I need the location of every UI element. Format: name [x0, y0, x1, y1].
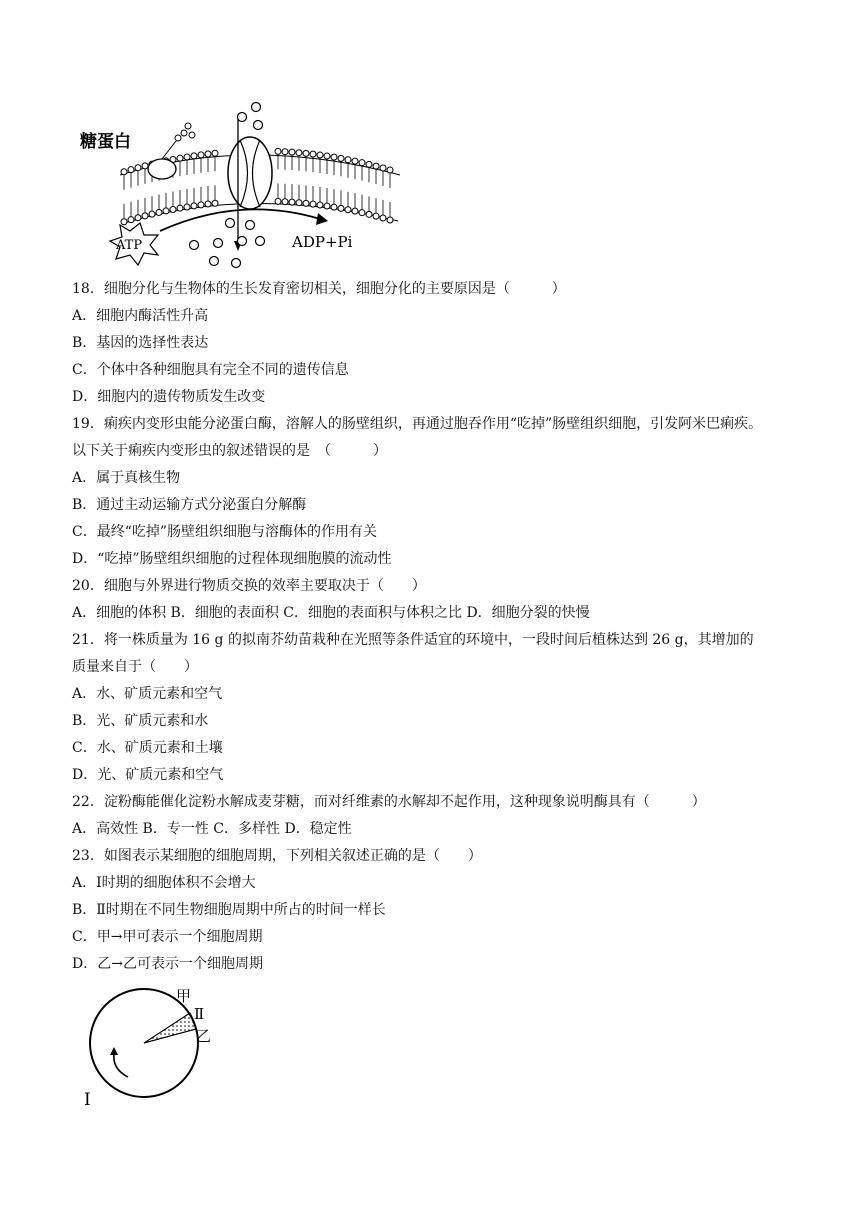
label-phase-2: Ⅱ — [194, 1005, 205, 1023]
answer-option: A．属于真核生物 — [72, 470, 181, 486]
glycoprotein-label: 糖蛋白 — [80, 132, 131, 152]
answer-option: B．Ⅱ时期在不同生物细胞周期中所占的时间一样长 — [72, 902, 386, 918]
answer-option: A．Ⅰ时期的细胞体积不会增大 — [72, 875, 256, 891]
question-stem: 19．痢疾内变形虫能分泌蛋白酶，溶解人的肠壁组织，再通过胞吞作用“吃掉”肠壁组织细胞，引发阿米巴痢疾。 — [72, 416, 763, 432]
answer-option: D．乙→乙可表示一个细胞周期 — [72, 956, 263, 972]
answer-option: D．“吃掉”肠壁组织细胞的过程体现细胞膜的流动性 — [72, 551, 392, 567]
answer-option: A．细胞内酶活性升高 — [72, 308, 209, 324]
label-phase-1: Ⅰ — [84, 1090, 91, 1110]
answer-option: B．基因的选择性表达 — [72, 335, 209, 351]
question-stem: 21．将一株质量为 16 g 的拟南芥幼苗栽种在光照等条件适宜的环境中，一段时间后植株达到 26 g，其增加的 — [72, 632, 754, 648]
adp-pi-label: ADP+Pi — [292, 233, 353, 251]
atp-label: ATP — [116, 238, 143, 253]
answer-option: C．个体中各种细胞具有完全不同的遗传信息 — [72, 362, 349, 378]
cell-cycle-diagram — [72, 985, 232, 1110]
question-stem: 质量来自于（ ） — [72, 659, 198, 675]
question-stem: 23．如图表示某细胞的细胞周期，下列相关叙述正确的是（ ） — [72, 848, 482, 864]
answer-option: C．水、矿质元素和土壤 — [72, 740, 223, 756]
answer-option: C．甲→甲可表示一个细胞周期 — [72, 929, 263, 945]
question-stem: 20．细胞与外界进行物质交换的效率主要取决于（ ） — [72, 578, 426, 594]
answer-option: D．光、矿质元素和空气 — [72, 767, 224, 783]
answer-option: D．细胞内的遗传物质发生改变 — [72, 389, 266, 405]
label-jia: 甲 — [176, 987, 192, 1005]
question-stem: 22．淀粉酶能催化淀粉水解成麦芽糖，而对纤维素的水解却不起作用，这种现象说明酶具有（ ） — [72, 794, 706, 810]
answer-option: C．最终“吃掉”肠壁组织细胞与溶酶体的作用有关 — [72, 524, 378, 540]
answer-option: A．细胞的体积 B．细胞的表面积 C．细胞的表面积与体积之比 D．细胞分裂的快慢 — [72, 605, 590, 621]
answer-option: B．通过主动运输方式分泌蛋白分解酶 — [72, 497, 307, 513]
label-yi: 乙 — [196, 1027, 212, 1045]
membrane-transport-diagram — [80, 95, 420, 275]
answer-option: A．水、矿质元素和空气 — [72, 686, 223, 702]
answer-option: B．光、矿质元素和水 — [72, 713, 209, 729]
question-stem: 18．细胞分化与生物体的生长发育密切相关，细胞分化的主要原因是（ ） — [72, 281, 566, 297]
answer-option: A．高效性 B．专一性 C．多样性 D．稳定性 — [72, 821, 352, 837]
question-stem: 以下关于痢疾内变形虫的叙述错误的是 （ ） — [72, 443, 387, 459]
